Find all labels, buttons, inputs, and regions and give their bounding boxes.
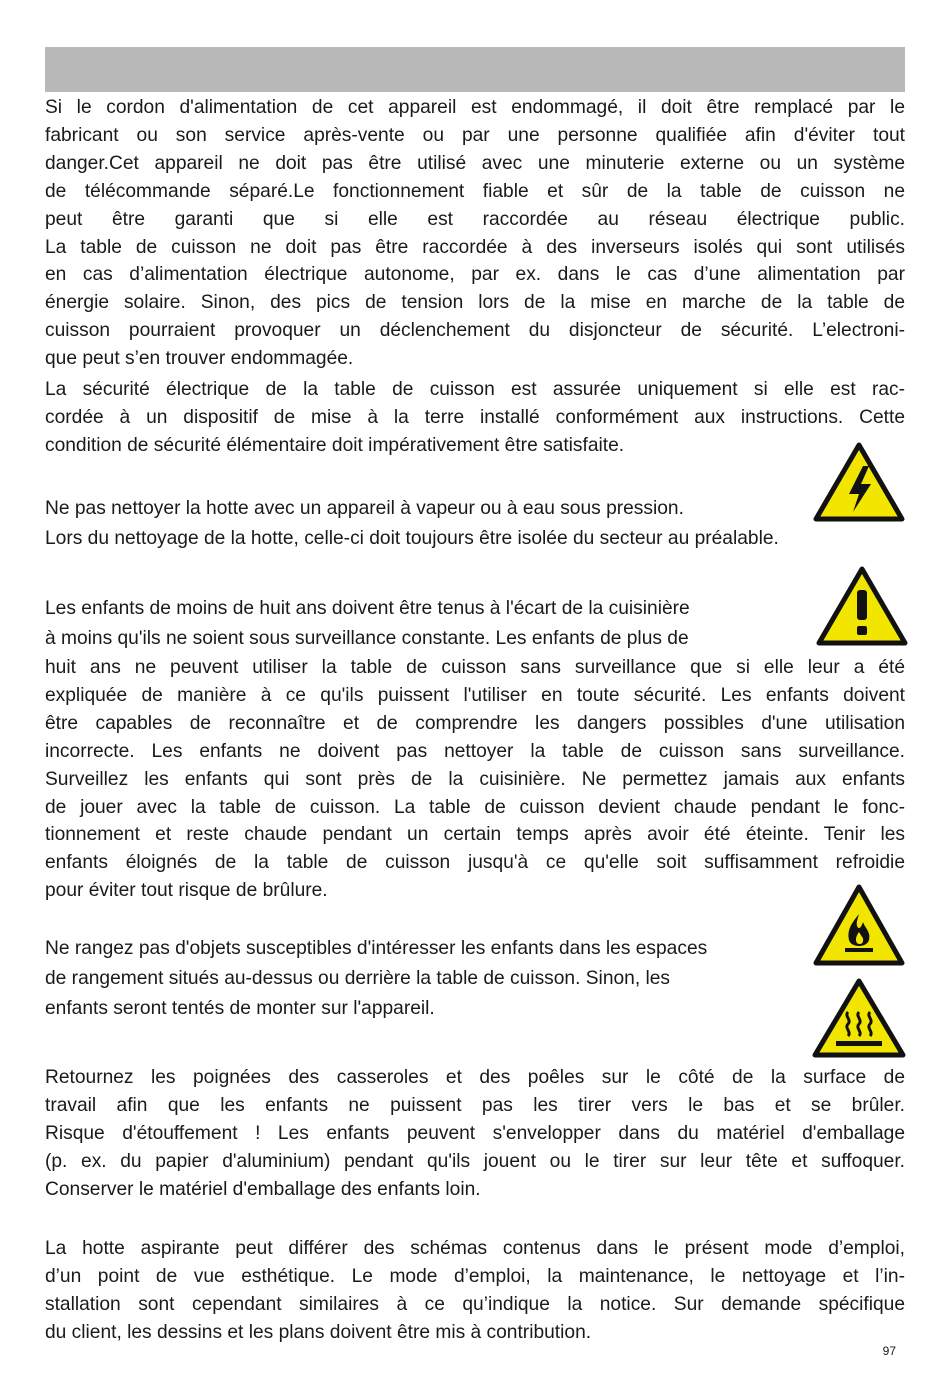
text-line: La table de cuisson ne doit pas être raccordée à des inverseurs isolés qui sont utilisés: [45, 236, 905, 258]
text-line: La hotte aspirante peut différer des schémas contenus dans le présent mode d’emploi,: [45, 1238, 905, 1259]
text-line: incorrecte. Les enfants ne doivent pas nettoyer la table de cuisson sans surveillance.: [45, 740, 905, 762]
text-line: enfants éloignés de la table de cuisson jusqu'à ce qu'elle soit suffisamment refroidie: [45, 852, 905, 874]
text-line: être capables de reconnaître et de comprendre les dangers possibles d'une utilisation: [45, 712, 905, 734]
text-line: en cas d’alimentation électrique autonome, par ex. dans le cas d’une alimentation par: [45, 264, 905, 286]
text-line: de télécommande séparé.Le fonctionnement fiable et sûr de la table de cuisson ne: [45, 180, 905, 202]
text-line: expliquée de manière à ce qu'ils puissent l'utiliser en toute sécurité. Les enfants doivent: [45, 684, 905, 706]
text-line: La sécurité électrique de la table de cuisson est assurée uniquement si elle est rac-: [45, 379, 905, 400]
text-line: Les enfants de moins de huit ans doivent être tenus à l'écart de la cuisinière: [45, 598, 690, 619]
text-line: cordée à un dispositif de mise à la terre installé conformément aux instructions. Cette: [45, 406, 905, 428]
text-line: que peut s’en trouver endommagée.: [45, 348, 354, 370]
text-line: Ne pas nettoyer la hotte avec un appareil à vapeur ou à eau sous pression.: [45, 498, 684, 519]
text-line: de jouer avec la table de cuisson. La table de cuisson devient chaude pendant le fonc-: [45, 796, 905, 818]
text-line: Ne rangez pas d'objets susceptibles d'intéresser les enfants dans les espaces: [45, 938, 708, 959]
text-line: condition de sécurité élémentaire doit impérativement être satisfaite.: [45, 434, 625, 456]
text-line: huit ans ne peuvent utiliser la table de cuisson sans surveillance que si elle leur a été: [45, 657, 905, 678]
text-line: de rangement situés au-dessus ou derrière la table de cuisson. Sinon, les: [45, 968, 671, 989]
text-line: (p. ex. du papier d'aluminium) pendant qu'ils jouent ou le tirer sur leur tête et suffoquer.: [45, 1150, 905, 1172]
text-line: Si le cordon d'alimentation de cet appareil est endommagé, il doit être remplacé par le: [45, 97, 905, 118]
text-line: cuisson pourraient provoquer un déclenchement du disjoncteur de sécurité. L’electroni-: [45, 320, 905, 342]
paragraph-electrical-safety: [45, 376, 905, 460]
paragraph-cleaning: [45, 495, 915, 553]
text-line: du client, les dessins et les plans doivent être mis à contribution.: [45, 1321, 592, 1343]
text-line: Surveillez les enfants qui sont près de la cuisinière. Ne permettez jamais aux enfants: [45, 768, 905, 790]
text-line: tionnement et reste chaude pendant un certain temps après avoir été éteinte. Tenir les: [45, 824, 905, 846]
paragraph-appearance: [45, 1235, 905, 1347]
text-line: à moins qu'ils ne soient sous surveillance constante. Les enfants de plus de: [45, 628, 689, 649]
text-line: Risque d'étouffement ! Les enfants peuvent s'envelopper dans du matériel d'emballage: [45, 1122, 905, 1144]
text-line: travail afin que les enfants ne puissent pas les tirer vers le bas et se brûler.: [45, 1094, 905, 1116]
paragraph-power-cord: [45, 94, 905, 373]
text-line: Retournez les poignées des casseroles et des poêles sur le côté de la surface de: [45, 1067, 905, 1088]
text-line: fabricant ou son service après-vente ou par une personne qualifiée afin d'éviter tout: [45, 124, 905, 146]
text-line: d’un point de vue esthétique. Le mode d’emploi, la maintenance, le nettoyage et l’in-: [45, 1265, 905, 1287]
page-number: 97: [882, 1344, 896, 1358]
paragraph-children: [45, 594, 905, 905]
text-line: enfants seront tentés de monter sur l'appareil.: [45, 998, 435, 1019]
text-line: danger.Cet appareil ne doit pas être utilisé avec une minuterie externe ou un système: [45, 152, 905, 174]
paragraph-handles: [45, 1064, 905, 1204]
text-line: Conserver le matériel d'emballage des enfants loin.: [45, 1178, 481, 1200]
paragraph-storage: [45, 934, 905, 1024]
text-line: énergie solaire. Sinon, des pics de tension lors de la mise en marche de la table de: [45, 292, 905, 314]
section-header-bar: [45, 47, 905, 92]
text-line: Lors du nettoyage de la hotte, celle-ci doit toujours être isolée du secteur au préalable.: [45, 527, 779, 549]
hot-surface-warning-icon: [812, 978, 906, 1058]
text-line: peut être garanti que si elle est raccordée au réseau électrique public.: [45, 208, 905, 230]
text-line: pour éviter tout risque de brûlure.: [45, 880, 328, 902]
text-line: stallation sont cependant similaires à ce qu’indique la notice. Sur demande spécifique: [45, 1293, 905, 1315]
